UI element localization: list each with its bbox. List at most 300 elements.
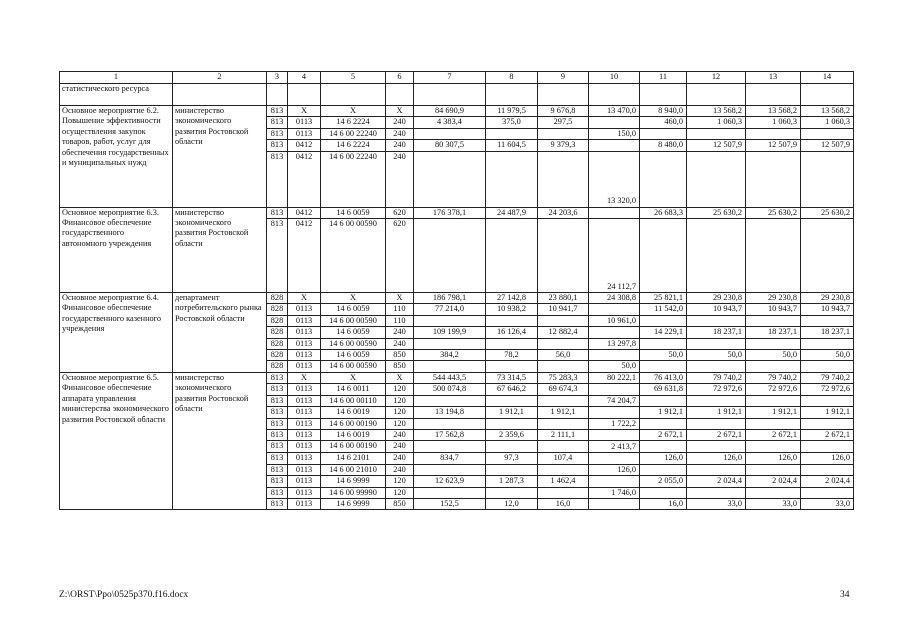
table-cell — [589, 327, 640, 338]
table-cell: 16 126,4 — [486, 327, 538, 338]
table-cell — [640, 128, 687, 139]
table-cell: 67 646,2 — [486, 384, 538, 395]
col-header: 7 — [414, 72, 486, 84]
table-cell: 813 — [267, 140, 288, 151]
table-cell: 240 — [386, 453, 414, 464]
table-cell: 0113 — [288, 407, 321, 418]
table-cell: 8 940,0 — [640, 106, 687, 117]
table-cell: 10 938,2 — [486, 304, 538, 315]
table-cell — [414, 315, 486, 326]
table-cell: 97,3 — [486, 453, 538, 464]
table-cell — [589, 453, 640, 464]
col-header: 6 — [386, 72, 414, 84]
table-cell: 72 972,6 — [746, 384, 801, 395]
table-cell — [589, 117, 640, 128]
table-cell: 14 6 9999 — [321, 498, 386, 509]
table-cell — [538, 128, 589, 139]
table-cell: 14 6 00 99990 — [321, 487, 386, 498]
table-cell: 240 — [386, 327, 414, 338]
table-cell — [687, 487, 746, 498]
table-cell: 1 746,0 — [589, 487, 640, 498]
table-cell: 25 630,2 — [687, 207, 746, 218]
table-cell: 0113 — [288, 338, 321, 349]
table-cell — [746, 418, 801, 429]
table-cell: 9 676,8 — [538, 106, 589, 117]
table-cell: 240 — [386, 429, 414, 440]
table-cell: 0113 — [288, 384, 321, 395]
table-cell: 10 943,7 — [801, 304, 854, 315]
table-cell: 80 222,1 — [589, 372, 640, 383]
table-cell: 0113 — [288, 128, 321, 139]
table-cell: 11 604,5 — [486, 140, 538, 151]
table-cell: 14 6 00 00590 — [321, 315, 386, 326]
table-cell — [589, 207, 640, 218]
table-cell — [640, 361, 687, 372]
table-cell — [486, 395, 538, 406]
table-cell: 110 — [386, 304, 414, 315]
table-cell: X — [386, 372, 414, 383]
col-header: 13 — [746, 72, 801, 84]
table-cell: 24 112,7 — [589, 219, 640, 293]
table-cell: 14 6 0019 — [321, 407, 386, 418]
table-cell: 0113 — [288, 315, 321, 326]
measure-name-cell: Основное мероприятие 6.2. Повышение эффективности осуществления закупок товаров, работ, услуг для обеспечения государственных и муниципальных нужд — [60, 106, 173, 208]
table-cell: 0412 — [288, 151, 321, 207]
table-cell: 120 — [386, 487, 414, 498]
table-cell — [486, 418, 538, 429]
table-cell: 120 — [386, 476, 414, 487]
table-cell: 24 308,8 — [589, 293, 640, 304]
table-cell: 14 6 00 00110 — [321, 395, 386, 406]
table-cell: 9 379,3 — [538, 140, 589, 151]
table-cell: 23 880,1 — [538, 293, 589, 304]
table-cell: 50,0 — [801, 350, 854, 361]
table-cell: 813 — [267, 407, 288, 418]
table-cell: 29 230,8 — [801, 293, 854, 304]
table-cell: 176 378,1 — [414, 207, 486, 218]
table-cell — [687, 418, 746, 429]
table-cell — [801, 418, 854, 429]
table-cell: 1 912,1 — [687, 407, 746, 418]
table-cell — [486, 338, 538, 349]
table-cell: 25 821,1 — [640, 293, 687, 304]
table-cell: 18 237,1 — [746, 327, 801, 338]
table-cell — [414, 418, 486, 429]
table-cell — [687, 84, 746, 106]
table-cell — [486, 464, 538, 475]
table-cell: 17 562,8 — [414, 429, 486, 440]
table-row — [60, 84, 854, 106]
table-cell — [589, 84, 640, 106]
table-cell: 813 — [267, 418, 288, 429]
col-header: 14 — [801, 72, 854, 84]
table-cell: 14 6 0019 — [321, 429, 386, 440]
table-cell — [538, 84, 589, 106]
table-cell — [589, 429, 640, 440]
table-cell: 620 — [386, 207, 414, 218]
table-cell — [538, 418, 589, 429]
table-cell — [687, 151, 746, 207]
table-cell — [414, 84, 486, 106]
table-cell: 16,0 — [640, 498, 687, 509]
table-cell: 14 6 00 21010 — [321, 464, 386, 475]
table-cell: 0113 — [288, 361, 321, 372]
table-cell — [589, 350, 640, 361]
table-cell: 813 — [267, 487, 288, 498]
table-cell: 126,0 — [746, 453, 801, 464]
table-cell: 0412 — [288, 219, 321, 293]
table-cell: 73 314,5 — [486, 372, 538, 383]
table-cell: 14 6 00 22240 — [321, 151, 386, 207]
measure-name-cell: Основное мероприятие 6.4. Финансовое обеспечение государственного казенного учреждения — [60, 293, 173, 373]
table-cell: 150,0 — [589, 128, 640, 139]
table-cell — [486, 151, 538, 207]
table-cell — [746, 128, 801, 139]
table-cell: 240 — [386, 117, 414, 128]
table-cell — [589, 304, 640, 315]
measure-name-cell: Основное мероприятие 6.5. Финансовое обеспечение аппарата управления министерства экономического развития Ростовской области — [60, 372, 173, 509]
table-cell: 2 359,6 — [486, 429, 538, 440]
col-header: 10 — [589, 72, 640, 84]
table-cell: 75 283,3 — [538, 372, 589, 383]
table-body — [60, 84, 854, 510]
table-cell — [589, 407, 640, 418]
table-cell: 828 — [267, 327, 288, 338]
table-cell: 544 443,5 — [414, 372, 486, 383]
table-cell: 25 630,2 — [801, 207, 854, 218]
table-row — [60, 106, 854, 117]
table-cell — [414, 487, 486, 498]
table-cell — [801, 487, 854, 498]
table-cell: X — [288, 372, 321, 383]
table-cell: 0113 — [288, 464, 321, 475]
table-cell: 0113 — [288, 350, 321, 361]
table-cell: 12 882,4 — [538, 327, 589, 338]
table-cell — [801, 441, 854, 453]
table-cell: 14 229,1 — [640, 327, 687, 338]
table-cell: 0113 — [288, 453, 321, 464]
table-cell — [538, 464, 589, 475]
table-cell — [486, 487, 538, 498]
table-cell: 1 912,1 — [801, 407, 854, 418]
table-cell: 13 297,8 — [589, 338, 640, 349]
table-cell: 813 — [267, 464, 288, 475]
table-cell: 13 194,8 — [414, 407, 486, 418]
table-cell — [538, 441, 589, 453]
table-cell: 850 — [386, 361, 414, 372]
table-cell: 500 074,8 — [414, 384, 486, 395]
table-cell: 834,7 — [414, 453, 486, 464]
table-row — [60, 293, 854, 304]
table-cell — [801, 151, 854, 207]
col-header: 2 — [173, 72, 267, 84]
table-cell: 2 672,1 — [640, 429, 687, 440]
table-cell — [746, 219, 801, 293]
table-cell: 0113 — [288, 441, 321, 453]
col-header: 11 — [640, 72, 687, 84]
table-cell: 813 — [267, 151, 288, 207]
table-cell: 4 383,4 — [414, 117, 486, 128]
table-cell: X — [321, 106, 386, 117]
table-cell — [589, 498, 640, 509]
table-cell — [414, 441, 486, 453]
table-cell — [538, 315, 589, 326]
table-cell: 828 — [267, 338, 288, 349]
table-cell: X — [386, 106, 414, 117]
table-cell: X — [288, 106, 321, 117]
table-cell — [267, 84, 288, 106]
table-cell: 0113 — [288, 429, 321, 440]
table-cell: 50,0 — [640, 350, 687, 361]
table-cell: 1 912,1 — [486, 407, 538, 418]
table-cell: 375,0 — [486, 117, 538, 128]
table-cell: 813 — [267, 441, 288, 453]
table-cell: 79 740,2 — [801, 372, 854, 383]
table-cell: 12 623,9 — [414, 476, 486, 487]
table-cell: 240 — [386, 151, 414, 207]
col-header: 3 — [267, 72, 288, 84]
table-cell — [321, 84, 386, 106]
table-cell: 813 — [267, 128, 288, 139]
table-cell: 14 6 0059 — [321, 350, 386, 361]
table-cell — [746, 395, 801, 406]
table-cell: 460,0 — [640, 117, 687, 128]
col-header: 4 — [288, 72, 321, 84]
table-cell: 78,2 — [486, 350, 538, 361]
col-header: 12 — [687, 72, 746, 84]
table-cell — [801, 219, 854, 293]
budget-table — [59, 71, 854, 510]
table-cell: 14 6 00 00190 — [321, 441, 386, 453]
table-cell: 11 542,0 — [640, 304, 687, 315]
table-cell: 18 237,1 — [801, 327, 854, 338]
table-cell: 10 941,7 — [538, 304, 589, 315]
table-cell: 2 024,4 — [801, 476, 854, 487]
footer-file-path: Z:\ORST\Ppo\0525p370.f16.docx — [59, 590, 189, 600]
table-cell — [746, 84, 801, 106]
table-cell: 24 487,9 — [486, 207, 538, 218]
table-cell — [414, 128, 486, 139]
table-row — [60, 372, 854, 383]
table-cell — [801, 84, 854, 106]
table-cell: X — [321, 372, 386, 383]
table-cell: X — [288, 293, 321, 304]
table-cell: 2 672,1 — [801, 429, 854, 440]
table-cell: X — [321, 293, 386, 304]
table-cell: 109 199,9 — [414, 327, 486, 338]
table-cell: 14 6 00 00590 — [321, 338, 386, 349]
table-cell — [414, 464, 486, 475]
table-cell — [486, 441, 538, 453]
table-cell — [687, 464, 746, 475]
table-cell: 297,5 — [538, 117, 589, 128]
table-cell: 69 674,3 — [538, 384, 589, 395]
table-cell: 1 462,4 — [538, 476, 589, 487]
table-cell — [486, 315, 538, 326]
table-cell — [746, 487, 801, 498]
table-cell: 1 060,3 — [687, 117, 746, 128]
table-cell: 0113 — [288, 117, 321, 128]
table-cell — [538, 219, 589, 293]
table-cell — [538, 487, 589, 498]
table-cell — [640, 84, 687, 106]
table-cell — [538, 361, 589, 372]
table-cell: 110 — [386, 315, 414, 326]
table-cell — [640, 219, 687, 293]
table-cell: 384,2 — [414, 350, 486, 361]
table-cell — [640, 315, 687, 326]
table-cell: 14 6 0059 — [321, 327, 386, 338]
table-cell: X — [386, 293, 414, 304]
table-cell: 25 630,2 — [746, 207, 801, 218]
table-cell — [640, 395, 687, 406]
table-cell: 13 568,2 — [746, 106, 801, 117]
table-cell: 1 060,3 — [801, 117, 854, 128]
table-cell: 10 943,7 — [687, 304, 746, 315]
table-cell: 813 — [267, 476, 288, 487]
table-cell — [801, 395, 854, 406]
table-cell: 0113 — [288, 327, 321, 338]
table-cell: 13 568,2 — [687, 106, 746, 117]
table-cell: 50,0 — [589, 361, 640, 372]
table-cell: 16,0 — [538, 498, 589, 509]
col-header: 8 — [486, 72, 538, 84]
table-cell — [486, 84, 538, 106]
col-header: 5 — [321, 72, 386, 84]
table-cell: 1 912,1 — [640, 407, 687, 418]
table-cell: 26 683,3 — [640, 207, 687, 218]
table-cell: 10 943,7 — [746, 304, 801, 315]
table-cell: 72 972,6 — [687, 384, 746, 395]
table-cell: 2 672,1 — [687, 429, 746, 440]
table-cell: 240 — [386, 140, 414, 151]
table-cell — [640, 487, 687, 498]
table-cell: 850 — [386, 498, 414, 509]
table-cell: 14 6 00 00590 — [321, 219, 386, 293]
table-cell: 813 — [267, 498, 288, 509]
table-cell: 14 6 00 00590 — [321, 361, 386, 372]
table-cell — [386, 84, 414, 106]
table-cell: 240 — [386, 464, 414, 475]
table-cell — [486, 361, 538, 372]
table-cell: 12 507,9 — [746, 140, 801, 151]
measure-name-cell: Основное мероприятие 6.3. Финансовое обеспечение государственного автономного учреждения — [60, 207, 173, 292]
header-row — [60, 72, 854, 84]
table-cell — [687, 128, 746, 139]
table-cell: 29 230,8 — [746, 293, 801, 304]
table-cell — [801, 338, 854, 349]
executor-cell — [173, 84, 267, 106]
table-cell — [288, 84, 321, 106]
table-cell: 14 6 00 22240 — [321, 128, 386, 139]
table-cell: 2 413,7 — [589, 441, 640, 453]
table-cell: 813 — [267, 384, 288, 395]
table-cell: 74 204,7 — [589, 395, 640, 406]
table-row — [60, 207, 854, 218]
table-cell — [746, 361, 801, 372]
table-cell: 813 — [267, 117, 288, 128]
table-cell: 0113 — [288, 304, 321, 315]
table-cell: 186 798,1 — [414, 293, 486, 304]
table-cell: 11 979,5 — [486, 106, 538, 117]
executor-cell: министерство экономического развития Ростовской области — [173, 207, 267, 292]
table-cell — [801, 315, 854, 326]
table-cell: 620 — [386, 219, 414, 293]
table-cell: 120 — [386, 407, 414, 418]
table-cell: 33,0 — [746, 498, 801, 509]
table-cell — [746, 315, 801, 326]
table-cell: 828 — [267, 293, 288, 304]
table-cell: 0113 — [288, 418, 321, 429]
table-cell: 12 507,9 — [687, 140, 746, 151]
table-cell: 120 — [386, 418, 414, 429]
table-cell: 29 230,8 — [687, 293, 746, 304]
table-cell — [589, 140, 640, 151]
table-cell: 79 740,2 — [746, 372, 801, 383]
table-cell — [640, 441, 687, 453]
col-header: 9 — [538, 72, 589, 84]
table-cell: 77 214,0 — [414, 304, 486, 315]
table-cell: 813 — [267, 429, 288, 440]
table-cell: 2 672,1 — [746, 429, 801, 440]
table-cell — [687, 361, 746, 372]
table-cell — [746, 441, 801, 453]
table-cell: 10 961,0 — [589, 315, 640, 326]
table-cell: 24 203,6 — [538, 207, 589, 218]
table-cell — [801, 361, 854, 372]
table-cell: 33,0 — [801, 498, 854, 509]
table-cell: 0412 — [288, 207, 321, 218]
table-cell: 1 912,1 — [746, 407, 801, 418]
table-cell: 126,0 — [687, 453, 746, 464]
table-cell: 1 722,2 — [589, 418, 640, 429]
table-cell: 107,4 — [538, 453, 589, 464]
table-cell: 126,0 — [801, 453, 854, 464]
table-cell: 13 470,0 — [589, 106, 640, 117]
table-cell: 813 — [267, 372, 288, 383]
table-cell — [640, 464, 687, 475]
table-cell: 14 6 2224 — [321, 140, 386, 151]
table-cell: 84 690,9 — [414, 106, 486, 117]
table-cell — [486, 128, 538, 139]
table-cell — [640, 338, 687, 349]
table-cell: 2 055,0 — [640, 476, 687, 487]
col-header: 1 — [60, 72, 173, 84]
table-cell: 14 6 2101 — [321, 453, 386, 464]
table-cell — [414, 151, 486, 207]
measure-name-cell: статистического ресурса — [60, 84, 173, 106]
table-cell: 126,0 — [640, 453, 687, 464]
table-cell: 0113 — [288, 487, 321, 498]
table-cell: 50,0 — [687, 350, 746, 361]
table-cell: 813 — [267, 453, 288, 464]
table-cell: 1 060,3 — [746, 117, 801, 128]
table-cell: 14 6 0011 — [321, 384, 386, 395]
table-cell — [589, 384, 640, 395]
table-cell: 0113 — [288, 395, 321, 406]
table-cell: 33,0 — [687, 498, 746, 509]
table-cell — [801, 128, 854, 139]
table-cell: 14 6 9999 — [321, 476, 386, 487]
table-cell: 1 287,3 — [486, 476, 538, 487]
table-cell: 828 — [267, 350, 288, 361]
table-cell: 126,0 — [589, 464, 640, 475]
table-cell: 14 6 2224 — [321, 117, 386, 128]
table-cell: 1 912,1 — [538, 407, 589, 418]
table-cell: 80 307,5 — [414, 140, 486, 151]
table-cell: 56,0 — [538, 350, 589, 361]
table-cell: 14 6 0059 — [321, 207, 386, 218]
